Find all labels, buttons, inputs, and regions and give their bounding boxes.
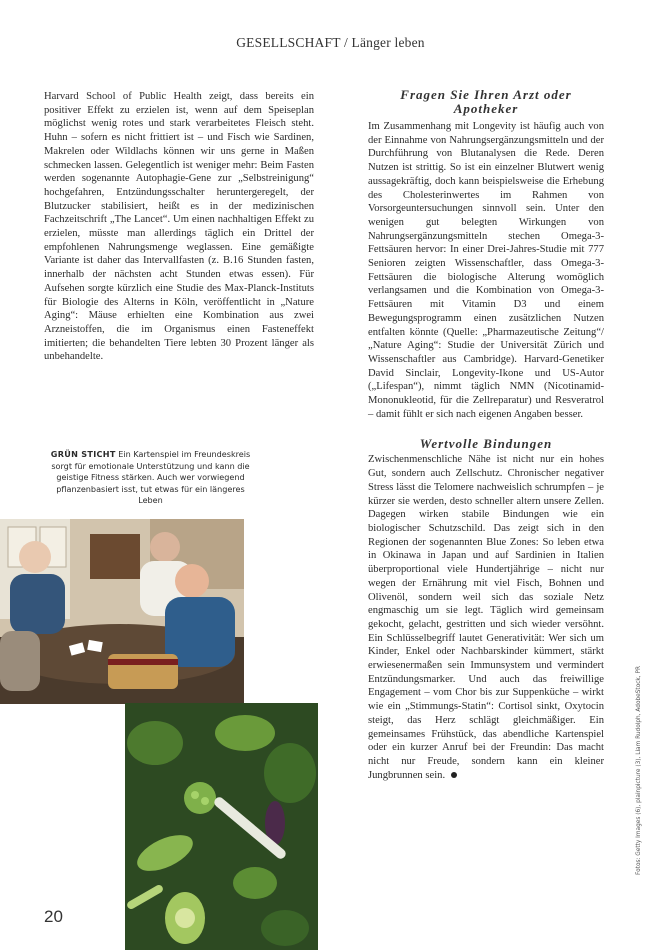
right-paragraph-2 — [368, 453, 604, 782]
left-column-text — [44, 90, 314, 364]
seniors-playing-cards-photo — [0, 519, 244, 704]
cards-photo-art — [0, 519, 244, 704]
right-column-text — [368, 88, 604, 782]
photo-caption — [44, 449, 257, 507]
end-mark-icon — [451, 772, 457, 778]
right-paragraph-1: Im Zusammenhang mit Longevity ist häufig auch von der Einnahme von Nahrungsergänzungsmitteln und der Durchführung von Blutanalysen die Rede. Deren Nutzen ist strittig. So ist ein einzelner Blutwert wenig aussagekräftig, doch kann beispielsweise die Erhebung des Cholesterinwertes im Rahmen von Vorsorgeuntersuchungen sinnvoll sein. Unter den wenigen gut belegten Wirkungen von Nahrungsergänzungsmitteln stechen Omega-3-Fettsäuren hervor: In einer Drei-Jahres-Studie mit 777 Senioren zeigten Wissenschaftler, dass Omega-3-Fettsäuren die biologische Alterung womöglich verlangsamen und die Kombination von Omega-3-Fettsäuren mit Vitamin D3 und einem Bewegungsprogramm einen zusätzlichen Nutzen entfalten könnte (Quelle: „Pharmazeutische Zeitung“/„Nature Aging“: Studie der Universität Zürich und Wissenschaftler aus Cambridge). Harvard-Genetiker David Sinclair, Longevity-Ikone und US-Autor („Lifespan“), nimmt täglich NMN (Nicotinamid-Mononukleotid, für die Zellreparatur) und Resveratrol – damit fühlt er sich nach eigenen Angaben besser. — [368, 121, 604, 420]
photo-credit: Fotos: Getty Images (6), plainpicture (3), Liam Rudolph, AdobeStock, PR — [636, 665, 642, 875]
caption-head: GRÜN STICHT — [50, 449, 116, 459]
left-paragraph: Harvard School of Public Health zeigt, dass bereits ein positiver Effekt zu erzielen ist, wenn auf dem Speiseplan möglichst wenig rotes und stark verarbeitetes Fleisch steht. Huhn – sofern es nicht frittiert ist – und Fisch wie Sardinen, Makrelen oder Wildlachs können wir uns gerne in Maßen schmecken lassen. Gelegentlich ist weniger mehr: Beim Fasten werden sogenannte Autophagie-Gene zur „Selbstreinigung“ hochgefahren, Entzündungsschalter heruntergeregelt, der Blutzucker stabilisiert, heißt es in der medizinischen Fachzeitschrift „The Lancet“. Um einen nachhaltigen Effekt zu erzielen, müsste man allerdings täglich ein Drittel der empfohlenen Nahrungsmenge weglassen. Eine gemäßigte Variante ist daher das Intervallfasten (z. B.16 Stunden fasten, innerhalb der nächsten acht Stunden etwas essen). Für Aufsehen sorgte kürzlich eine Studie des Max-Planck-Instituts für Biologie des Alterns in Köln, veröffentlicht in „Nature Aging“: Mäuse erhielten eine Kombination aus zwei Arzneistoffen, die im Organismus einen Fasteneffekt imitierten; die behandelten Tiere lebten 30 Prozent länger als unbehandelte. — [44, 91, 314, 363]
page-number: 20 — [44, 907, 63, 926]
green-vegetables-photo — [125, 703, 318, 950]
right-paragraph-2-text: Zwischenmenschliche Nähe ist nicht nur ein hohes Gut, sondern auch Zellschutz. Chronischer negativer Stress lässt die Telomere nachweislich schrumpfen – je kürzer sie werden, desto schneller altern unsere Zellen. Dagegen wirken stabile Bindungen wie ein biologischer Schutzschild. Das zeigt sich in den Regionen der sogenannten Blue Zones: So leben etwa in Okinawa in Japan und auf Sardinien in Italien überproportional viele Hundertjährige – nicht nur wegen der Ernährung mit viel Fisch, Bohnen und Olivenöl, sondern weil sich das soziale Netz engmaschig um sie legt. Täglich wird gemeinsam gekocht, gelacht, gestritten und sich wieder versöhnt. Ein Schlüsselbegriff lautet Generativität: Wer sich um Kinder, Enkel oder Nachbarskinder kümmert, stärkt erwiesenermaßen sein Immunsystem und vermindert Entzündungsmarker. Und auch das freiwillige Engagement – vom Chor bis zur Suppenküche – wirkt wie ein „Stimmungs-Statin“: Cortisol sinkt, Oxytocin steigt, das Herz schlägt gleichmäßiger. Ein gemeinsames Frühstück, das abendliche Kartenspiel oder ein kurzer Anruf bei der Freundin: Das macht nicht nur Freude, sondern kann ein kleiner Jungbrunnen sein. — [368, 454, 604, 781]
caption-text: Ein Kartenspiel im Freundeskreis sorgt für emotionale Unterstützung und kann die geistige Fitness stärken. Auch wer vorwiegend pflanzenbasiert isst, tut etwas für ein längeres Leben — [51, 449, 251, 506]
vegetables-photo-art — [125, 703, 318, 950]
section-header: GESELLSCHAFT / Länger leben — [236, 35, 425, 50]
subhead-bindings: Wertvolle Bindungen — [419, 436, 553, 452]
subhead-ask-doctor: Fragen Sie Ihren Arzt oder Apotheker — [400, 87, 572, 116]
